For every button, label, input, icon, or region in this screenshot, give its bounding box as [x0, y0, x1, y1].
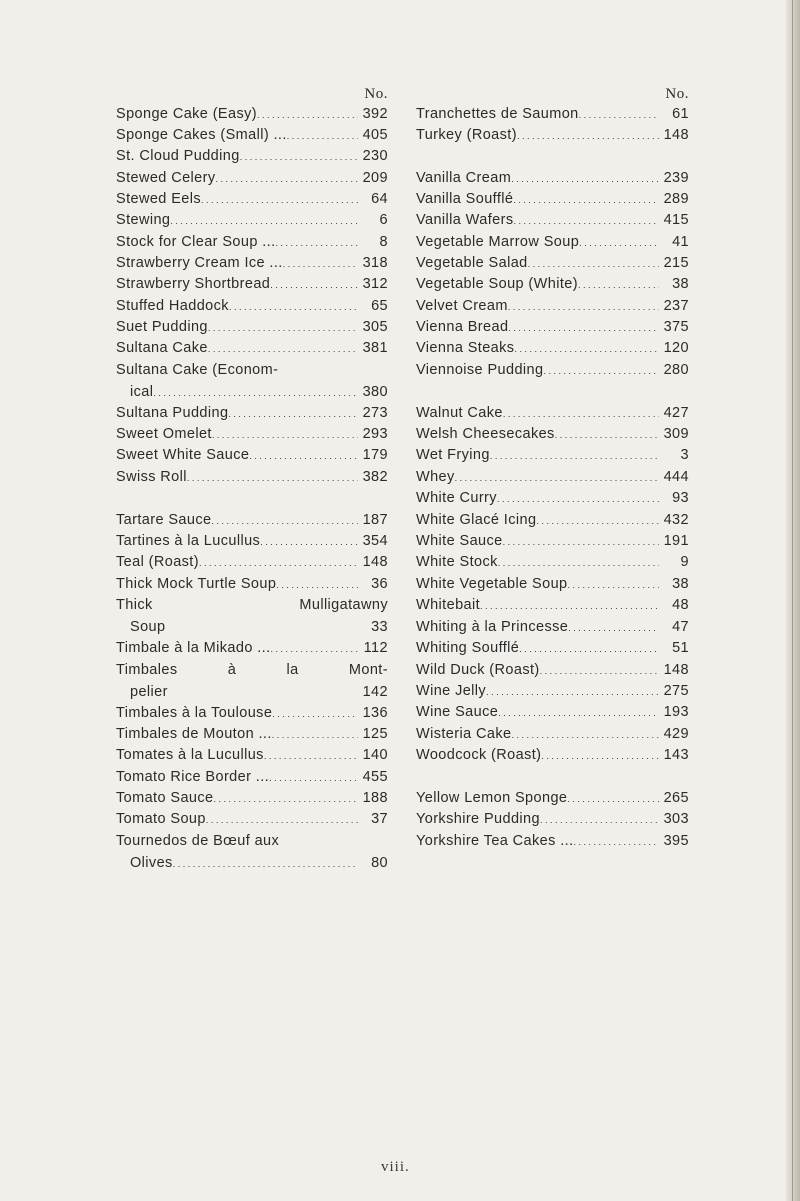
- index-entry: [116, 767, 388, 790]
- entry-title: Whiting Soufflé: [416, 640, 520, 656]
- entry-number: 239: [663, 170, 689, 186]
- index-entry: [416, 274, 689, 297]
- entry-number: 427: [663, 405, 689, 421]
- entry-title-word: Thick: [116, 597, 153, 613]
- entry-number: 148: [663, 127, 689, 143]
- entry-title: Timbales à la Toulouse: [116, 705, 273, 721]
- entry-title: White Curry: [416, 490, 497, 506]
- index-entry: [116, 552, 388, 575]
- dot-leader: [490, 445, 659, 468]
- entry-title: Tomato Sauce: [116, 790, 214, 806]
- index-entry: [416, 595, 689, 618]
- entry-number: 51: [672, 640, 689, 656]
- index-entry: [416, 296, 689, 319]
- entry-title-continuation: pelier: [130, 683, 168, 700]
- dot-leader: [272, 724, 358, 747]
- index-entry: [116, 210, 388, 233]
- entry-title: Stewing: [116, 212, 171, 228]
- dot-leader: [498, 702, 659, 725]
- index-entry: [416, 510, 689, 533]
- entry-title-word: Timbales: [116, 662, 178, 678]
- entry-title: Yorkshire Tea Cakes ...: [416, 833, 574, 849]
- dot-leader: [249, 445, 358, 468]
- entry-title: White Stock: [416, 554, 498, 570]
- index-entry: [416, 702, 689, 725]
- dot-leader: [170, 210, 358, 233]
- entry-title: Vienna Bread: [416, 319, 509, 335]
- index-entry: [416, 125, 689, 148]
- entry-title: Strawberry Cream Ice ...: [116, 255, 283, 271]
- index-entry: [116, 189, 388, 212]
- dot-leader: [578, 274, 659, 297]
- entry-number: 136: [362, 705, 388, 721]
- entry-number: 148: [362, 554, 388, 570]
- entry-title: Vegetable Soup (White): [416, 276, 578, 292]
- entry-number: 47: [672, 619, 689, 635]
- entry-number: 65: [371, 298, 388, 314]
- dot-leader: [212, 424, 358, 447]
- index-entry: [416, 788, 689, 811]
- dot-leader: [508, 317, 659, 340]
- dot-leader: [264, 745, 358, 768]
- dot-leader: [153, 382, 358, 405]
- dot-leader: [206, 809, 358, 832]
- entry-number: 93: [672, 490, 689, 506]
- index-entry: [416, 660, 689, 683]
- number-column-header: No.: [364, 86, 388, 102]
- page-edge-shadow: [786, 0, 800, 1201]
- number-column-header: No.: [665, 86, 689, 102]
- index-entry: [416, 403, 689, 426]
- dot-leader: [240, 146, 358, 169]
- entry-title: White Vegetable Soup: [416, 576, 568, 592]
- index-entry: [416, 638, 689, 661]
- index-entry: [416, 424, 689, 447]
- index-entry: [116, 724, 388, 747]
- entry-number: 375: [663, 319, 689, 335]
- entry-number: 305: [362, 319, 388, 335]
- entry-number: 275: [663, 683, 689, 699]
- index-entry: [116, 360, 388, 404]
- entry-title: Tranchettes de Saumon: [416, 106, 579, 122]
- dot-leader: [555, 424, 659, 447]
- dot-leader: [455, 467, 659, 490]
- index-entry: [416, 488, 689, 511]
- dot-leader: [536, 510, 659, 533]
- entry-number: 140: [362, 747, 388, 763]
- dot-leader: [201, 189, 358, 212]
- entry-title-continuation: Soup: [130, 618, 166, 635]
- entry-number: 38: [672, 576, 689, 592]
- dot-leader: [511, 724, 659, 747]
- index-entry: [116, 531, 388, 554]
- entry-number: 280: [663, 362, 689, 378]
- dot-leader: [574, 831, 660, 854]
- page-number: viii.: [381, 1159, 410, 1175]
- entry-number: 303: [663, 811, 689, 827]
- entry-number: 293: [362, 426, 388, 442]
- dot-leader: [208, 338, 358, 361]
- dot-leader: [517, 125, 659, 148]
- index-entry: [416, 189, 689, 212]
- entry-title: Whitebait: [416, 597, 481, 613]
- dot-leader: [228, 403, 358, 426]
- dot-leader: [508, 296, 659, 319]
- entry-title: Sultana Cake: [116, 340, 208, 356]
- dot-leader: [271, 638, 358, 661]
- entry-number: 142: [362, 683, 388, 700]
- entry-number: 237: [663, 298, 689, 314]
- entry-number: 289: [663, 191, 689, 207]
- index-entry: [116, 253, 388, 276]
- entry-title: Tartare Sauce: [116, 512, 212, 528]
- entry-number: 143: [663, 747, 689, 763]
- entry-number: 187: [362, 512, 388, 528]
- entry-title: Wine Sauce: [416, 704, 499, 720]
- entry-title: Tomates à la Lucullus: [116, 747, 264, 763]
- dot-leader: [276, 574, 358, 597]
- entry-title: Tomato Rice Border ...: [116, 769, 270, 785]
- entry-number: 444: [663, 469, 689, 485]
- entry-title: Tomato Soup: [116, 811, 206, 827]
- entry-number: 41: [672, 234, 689, 250]
- index-entry: [116, 125, 388, 148]
- entry-title: Vanilla Soufflé: [416, 191, 514, 207]
- index-entry: [416, 467, 689, 490]
- entry-title: Vanilla Wafers: [416, 212, 514, 228]
- entry-number: 354: [362, 533, 388, 549]
- index-entry: [416, 360, 689, 383]
- dot-leader: [528, 253, 659, 276]
- index-entry: [416, 809, 689, 832]
- index-entry: [116, 703, 388, 726]
- entry-title: Tartines à la Lucullus: [116, 533, 261, 549]
- dot-leader: [270, 274, 358, 297]
- entry-title-continuation: ical: [130, 383, 154, 400]
- entry-number: 48: [672, 597, 689, 613]
- entry-title: Teal (Roast): [116, 554, 199, 570]
- entry-number: 432: [663, 512, 689, 528]
- entry-title-word: à: [227, 662, 237, 678]
- index-entry: [416, 552, 689, 575]
- index-entry: [116, 745, 388, 768]
- entry-title: Strawberry Shortbread: [116, 276, 271, 292]
- index-entry: [116, 403, 388, 426]
- index-entry: [116, 831, 388, 875]
- entry-number: 193: [663, 704, 689, 720]
- entry-title: Tournedos de Bœuf aux: [116, 833, 280, 849]
- dot-leader: [211, 510, 358, 533]
- index-entry: [116, 510, 388, 533]
- dot-leader: [187, 467, 358, 490]
- dot-leader: [199, 552, 358, 575]
- entry-number: 191: [663, 533, 689, 549]
- index-entry: [116, 788, 388, 811]
- entry-title: Velvet Cream: [416, 298, 508, 314]
- entry-number: 80: [371, 854, 388, 871]
- dot-leader: [257, 104, 358, 127]
- index-entry: [416, 445, 689, 468]
- entry-title: Sweet White Sauce: [116, 447, 250, 463]
- entry-title: [116, 660, 388, 682]
- entry-number: 405: [362, 127, 388, 143]
- dot-leader: [567, 788, 659, 811]
- dot-leader: [480, 595, 659, 618]
- entry-title: Swiss Roll: [116, 469, 187, 485]
- index-entry: [416, 210, 689, 233]
- entry-title: Whey: [416, 469, 455, 485]
- entry-title: Whiting à la Princesse: [416, 619, 569, 635]
- index-entry: [416, 574, 689, 597]
- entry-number: 209: [362, 170, 388, 186]
- index-entry: [116, 809, 388, 832]
- entry-number: 112: [363, 640, 388, 656]
- dot-leader: [276, 232, 359, 255]
- entry-number: 215: [663, 255, 689, 271]
- entry-number: 382: [362, 469, 388, 485]
- entry-number: 392: [362, 106, 388, 122]
- index-entry: [116, 445, 388, 468]
- entry-title: Stewed Eels: [116, 191, 201, 207]
- dot-leader: [579, 104, 659, 127]
- index-entry: [416, 232, 689, 255]
- index-entry: [416, 168, 689, 191]
- entry-number: 125: [362, 726, 388, 742]
- index-entry: [416, 617, 689, 640]
- entry-title: Sponge Cakes (Small) ...: [116, 127, 287, 143]
- page-edge-line: [792, 0, 793, 1201]
- index-entry: [116, 168, 388, 191]
- entry-title: White Glacé Icing: [416, 512, 537, 528]
- entry-number: 318: [362, 255, 388, 271]
- index-entry: [416, 681, 689, 704]
- index-entry: [416, 831, 689, 854]
- entry-title: Stewed Celery: [116, 170, 216, 186]
- dot-leader: [541, 745, 659, 768]
- dot-leader: [229, 296, 358, 319]
- entry-title-continuation: Olives: [130, 854, 173, 871]
- index-entry: [416, 317, 689, 340]
- dot-leader: [208, 317, 358, 340]
- entry-title: Stuffed Haddock: [116, 298, 229, 314]
- dot-leader: [260, 531, 358, 554]
- index-entry: [116, 296, 388, 319]
- index-entry: [116, 104, 388, 127]
- entry-title: Wisteria Cake: [416, 726, 512, 742]
- entry-number: 3: [680, 447, 689, 463]
- entry-number: 309: [663, 426, 689, 442]
- entry-number: 33: [371, 618, 388, 635]
- entry-number: 8: [379, 234, 388, 250]
- entry-title-word: Mulligatawny: [299, 597, 388, 613]
- entry-title: Thick Mock Turtle Soup: [116, 576, 277, 592]
- entry-number: 230: [362, 148, 388, 164]
- index-entry: [416, 724, 689, 747]
- entry-title: Viennoise Pudding: [416, 362, 544, 378]
- dot-leader: [173, 853, 358, 876]
- entry-title: Timbales de Mouton ...: [116, 726, 272, 742]
- dot-leader: [540, 809, 659, 832]
- entry-number: 179: [362, 447, 388, 463]
- entry-title: Welsh Cheesecakes: [416, 426, 555, 442]
- dot-leader: [503, 531, 659, 554]
- entry-title: Woodcock (Roast): [416, 747, 542, 763]
- entry-title: Vegetable Marrow Soup: [416, 234, 580, 250]
- entry-number: 9: [680, 554, 689, 570]
- entry-number: 148: [663, 662, 689, 678]
- index-entry: [116, 232, 388, 255]
- index-entry: [116, 274, 388, 297]
- entry-number: 312: [362, 276, 388, 292]
- dot-leader: [511, 168, 659, 191]
- dot-leader: [283, 253, 358, 276]
- entry-title: Wet Frying: [416, 447, 490, 463]
- entry-title: Sultana Cake (Econom-: [116, 362, 279, 378]
- entry-title: Turkey (Roast): [416, 127, 517, 143]
- entry-number: 380: [362, 383, 388, 400]
- entry-title: St. Cloud Pudding: [116, 148, 240, 164]
- index-entry: [416, 531, 689, 554]
- dot-leader: [540, 660, 659, 683]
- entry-number: 188: [362, 790, 388, 806]
- entry-number: 37: [371, 811, 388, 827]
- entry-number: 6: [379, 212, 388, 228]
- entry-number: 38: [672, 276, 689, 292]
- entry-title-word: Mont-: [348, 662, 388, 678]
- entry-number: 429: [663, 726, 689, 742]
- entry-number: 61: [672, 106, 689, 122]
- entry-number: 273: [362, 405, 388, 421]
- entry-title-word: la: [286, 662, 299, 678]
- entry-title: Stock for Clear Soup ...: [116, 234, 276, 250]
- index-entry: [116, 338, 388, 361]
- index-entry: [416, 338, 689, 361]
- entry-title: Walnut Cake: [416, 405, 503, 421]
- index-entry: [116, 660, 388, 704]
- entry-number: 64: [371, 191, 388, 207]
- entry-title: Sweet Omelet: [116, 426, 212, 442]
- entry-number: 455: [362, 769, 388, 785]
- dot-leader: [497, 488, 659, 511]
- entry-number: 36: [371, 576, 388, 592]
- entry-title: Yorkshire Pudding: [416, 811, 540, 827]
- entry-number: 415: [663, 212, 689, 228]
- entry-number: 395: [663, 833, 689, 849]
- dot-leader: [216, 168, 359, 191]
- dot-leader: [269, 767, 358, 790]
- dot-leader: [579, 232, 659, 255]
- index-entry: [116, 424, 388, 447]
- index-entry: [116, 317, 388, 340]
- dot-leader: [513, 210, 659, 233]
- dot-leader: [568, 617, 659, 640]
- entry-title: Wine Jelly: [416, 683, 487, 699]
- entry-title: Yellow Lemon Sponge: [416, 790, 568, 806]
- dot-leader: [498, 552, 659, 575]
- entry-number: 265: [663, 790, 689, 806]
- entry-title: White Sauce: [416, 533, 503, 549]
- dot-leader: [503, 403, 659, 426]
- dot-leader: [519, 638, 659, 661]
- dot-leader: [287, 125, 358, 148]
- entry-title: Vanilla Cream: [416, 170, 512, 186]
- dot-leader: [214, 788, 359, 811]
- index-entry: [416, 253, 689, 276]
- entry-title: Sponge Cake (Easy): [116, 106, 257, 122]
- entry-number: 381: [362, 340, 388, 356]
- entry-title: Suet Pudding: [116, 319, 208, 335]
- index-entry: [116, 574, 388, 597]
- index-entry: [116, 595, 388, 639]
- index-entry: [116, 146, 388, 169]
- dot-leader: [513, 189, 659, 212]
- entry-title: Sultana Pudding: [116, 405, 229, 421]
- entry-title: Wild Duck (Roast): [416, 662, 540, 678]
- dot-leader: [514, 338, 659, 361]
- dot-leader: [272, 703, 358, 726]
- index-entry: [116, 467, 388, 490]
- entry-title: [116, 595, 388, 617]
- entry-title: Timbale à la Mikado ...: [116, 640, 271, 656]
- index-entry: [116, 638, 388, 661]
- index-entry: [416, 104, 689, 127]
- entry-title: Vienna Steaks: [416, 340, 515, 356]
- dot-leader: [486, 681, 659, 704]
- dot-leader: [568, 574, 660, 597]
- entry-number: 120: [663, 340, 689, 356]
- dot-leader: [543, 360, 659, 383]
- entry-title: Vegetable Salad: [416, 255, 528, 271]
- index-entry: [416, 745, 689, 768]
